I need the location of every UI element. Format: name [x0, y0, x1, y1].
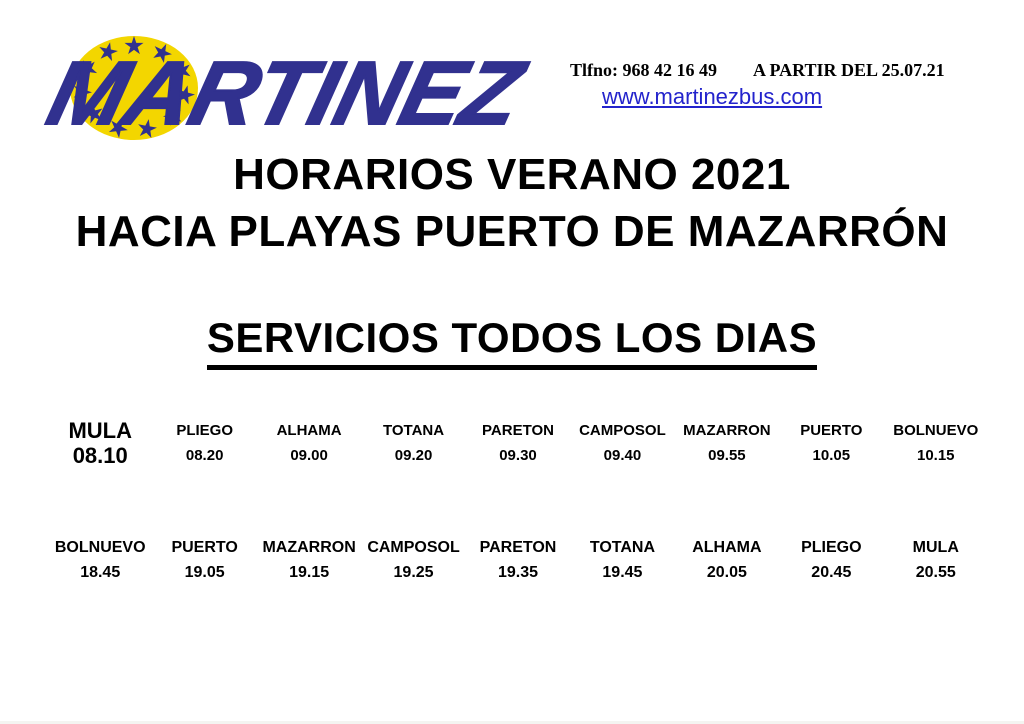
stop-time: 18.45: [80, 564, 121, 581]
stop-time: 10.05: [812, 447, 851, 464]
contact-block: [570, 60, 1000, 110]
schedule-row-return: [48, 535, 988, 585]
stop-time: 20.45: [811, 564, 852, 581]
stop-name: PLIEGO: [176, 422, 233, 439]
schedule-cell: [152, 535, 256, 585]
schedule-cell: [675, 535, 779, 585]
stop-name: BOLNUEVO: [893, 422, 979, 439]
schedule-cell: [570, 535, 674, 585]
stop-time: 19.35: [497, 564, 539, 581]
title-line-2: HACIA PLAYAS PUERTO DE MAZARRÓN: [75, 207, 949, 256]
website-link[interactable]: www.martinezbus.com: [602, 84, 823, 109]
schedule-cell: [48, 535, 152, 585]
subtitle: SERVICIOS TODOS LOS DIAS: [207, 314, 817, 370]
stop-name: PARETON: [482, 422, 554, 439]
schedule-cell: [675, 418, 779, 468]
stop-name: MULA: [912, 539, 959, 556]
schedule-cell: [779, 418, 883, 468]
stop-name: PLIEGO: [801, 539, 862, 556]
stop-name: CAMPOSOL: [367, 539, 460, 556]
schedule-cell: [48, 418, 152, 468]
logo-wordmark: MARTINEZ: [38, 43, 527, 144]
stop-time: 20.55: [915, 564, 956, 581]
stop-time: 09.30: [499, 447, 537, 464]
schedule-cell: [257, 418, 361, 468]
schedule-cell: [570, 418, 674, 468]
stop-name: BOLNUEVO: [54, 539, 146, 556]
stop-name: MAZARRON: [683, 422, 771, 439]
phone-number: Tlfno: 968 42 16 49: [570, 60, 718, 80]
schedule-row-outbound: [48, 418, 988, 468]
phone-line: [570, 60, 1000, 81]
stop-time: 09.20: [394, 447, 433, 464]
stop-time: 09.55: [708, 447, 746, 464]
stop-name: PARETON: [479, 539, 557, 556]
valid-from-label: A PARTIR DEL 25.07.21: [753, 60, 945, 80]
stop-name: TOTANA: [589, 539, 656, 556]
stop-time: 19.05: [184, 564, 225, 581]
subtitle-wrap: [0, 314, 1024, 370]
stop-time: 08.10: [72, 443, 128, 468]
schedule-cell: [257, 535, 361, 585]
stop-time: 10.15: [916, 447, 955, 464]
martinez-logo: [16, 26, 540, 146]
schedule-cell: [361, 535, 465, 585]
stop-time: 19.25: [393, 564, 434, 581]
stop-name: ALHAMA: [276, 422, 342, 439]
stop-name: MULA: [68, 418, 132, 443]
stop-name: MAZARRON: [262, 539, 356, 556]
schedule-cell: [884, 535, 988, 585]
stop-name: CAMPOSOL: [579, 422, 666, 439]
title-line-1: HORARIOS VERANO 2021: [233, 150, 791, 199]
stop-name: PUERTO: [800, 422, 863, 439]
stop-time: 19.15: [289, 564, 330, 581]
schedule-cell: [884, 418, 988, 468]
stop-time: 08.20: [185, 447, 224, 464]
stop-time: 09.00: [290, 447, 328, 464]
stop-time: 20.05: [706, 564, 747, 581]
stop-time: 19.45: [602, 564, 643, 581]
schedule-cell: [152, 418, 256, 468]
stop-time: 09.40: [603, 447, 642, 464]
stop-name: ALHAMA: [692, 539, 762, 556]
schedule-cell: [466, 535, 570, 585]
schedule-cell: [361, 418, 465, 468]
schedule-cell: [466, 418, 570, 468]
stop-name: TOTANA: [382, 422, 445, 439]
page-title: [0, 146, 1024, 260]
martinez-logo-graphic: [16, 26, 540, 146]
schedule-cell: [779, 535, 883, 585]
stop-name: PUERTO: [171, 539, 238, 556]
